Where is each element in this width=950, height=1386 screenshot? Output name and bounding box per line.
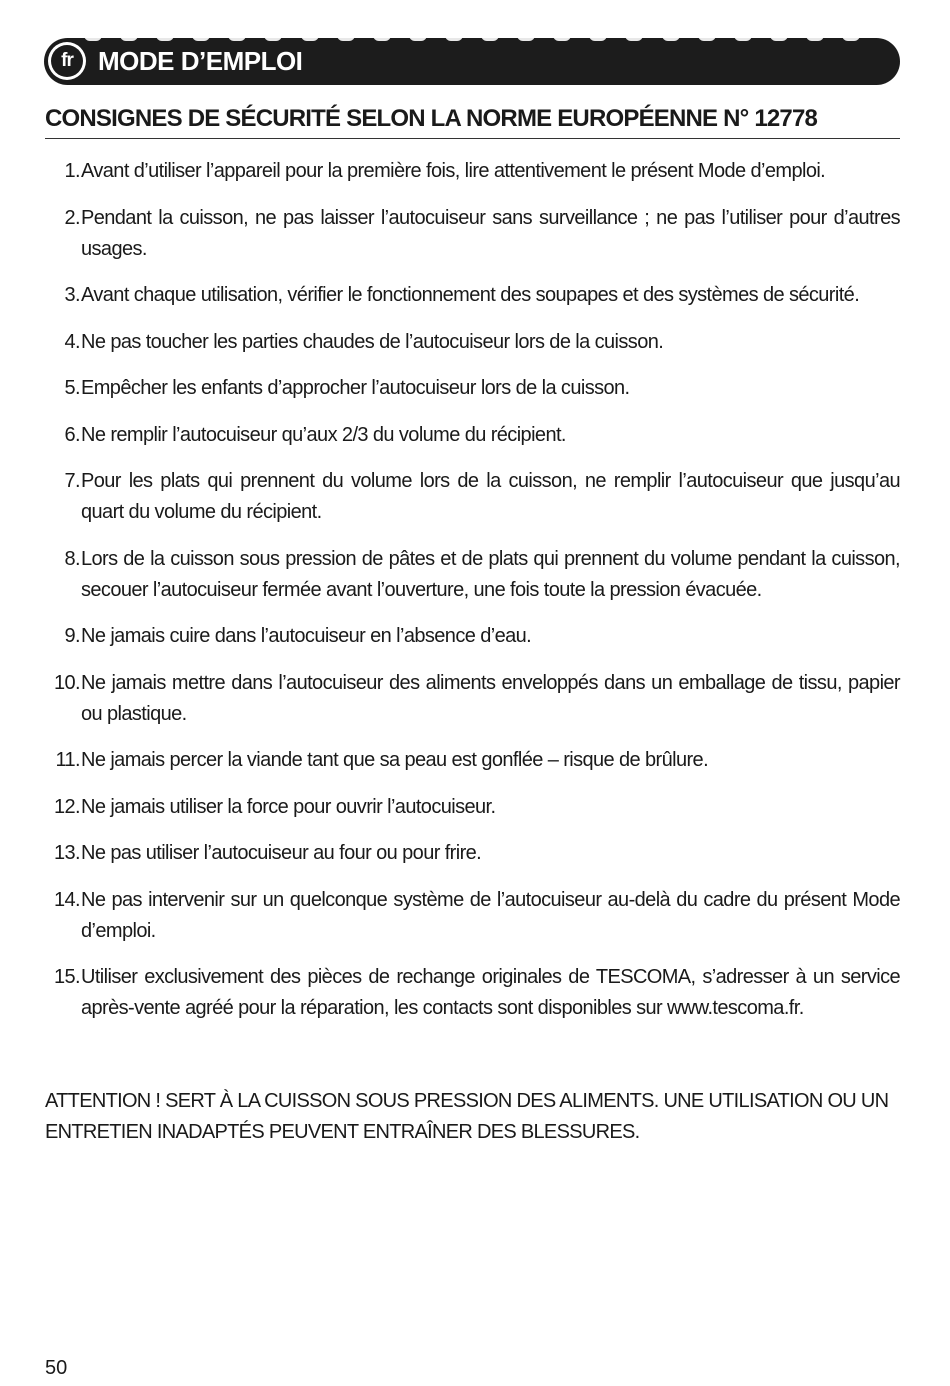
list-item-number: 12. — [53, 795, 80, 818]
list-item-text: Ne jamais cuire dans l’autocuiseur en l’absence d’eau. — [81, 625, 532, 647]
list-item-text: Ne jamais mettre dans l’autocuiseur des aliments enveloppés dans un emballage de tissu, papier ou plastique. — [81, 671, 900, 725]
page-title: MODE D’EMPLOI — [98, 46, 303, 76]
list-item — [45, 745, 900, 776]
list-item-text: Avant chaque utilisation, vérifier le fonctionnement des soupapes et des systèmes de sécurité. — [81, 284, 860, 306]
list-item-number: 4. — [64, 330, 80, 353]
safety-rules-list — [45, 156, 900, 1040]
list-item-number: 15. — [53, 966, 80, 988]
list-item-number: 6. — [64, 423, 80, 446]
list-item — [45, 668, 900, 730]
list-item-number: 1. — [64, 160, 80, 182]
list-item — [45, 156, 900, 187]
list-item-number: 9. — [64, 625, 80, 647]
list-item-number: 3. — [64, 284, 80, 306]
list-item — [45, 420, 900, 451]
list-item-number: 5. — [64, 377, 80, 399]
list-item — [45, 203, 900, 265]
list-item — [45, 962, 900, 1024]
warning-text: ATTENTION ! SERT À LA CUISSON SOUS PRESSION DES ALIMENTS. UNE UTILISATION OU UN ENTRETIEN INADAPTÉS PEUVENT ENTRAÎNER DES BLESSURES. — [45, 1090, 889, 1143]
list-item-text: Lors de la cuisson sous pression de pâtes et de plats qui prennent du volume pendant la cuisson, secouer l’autocuiseur fermée avant l’ouverture, une fois toute la pression évacuée. — [81, 547, 900, 601]
list-item-text: Avant d’utiliser l’appareil pour la première fois, lire attentivement le présent Mode d’emploi. — [81, 160, 826, 182]
list-item — [45, 544, 900, 606]
list-item-text: Ne pas intervenir sur un quelconque système de l’autocuiseur au-delà du cadre du présent Mode d’emploi. — [81, 888, 900, 942]
page-number: 50 — [45, 1357, 68, 1379]
list-item-number: 13. — [53, 842, 80, 864]
list-item — [45, 792, 900, 823]
list-item-text: Empêcher les enfants d’approcher l’autocuiseur lors de la cuisson. — [81, 377, 630, 399]
list-item-number: 7. — [64, 470, 80, 492]
list-item-text: Utiliser exclusivement des pièces de rechange originales de TESCOMA, s’adresser à un service après-vente agréé pour la réparation, les contacts sont disponibles sur www.tescoma.fr. — [81, 966, 900, 1019]
list-item — [45, 327, 900, 358]
list-item-text: Ne remplir l’autocuiseur qu’aux 2/3 du volume du récipient. — [81, 423, 566, 446]
list-item-text: Ne jamais utiliser la force pour ouvrir l’autocuiseur. — [81, 795, 496, 818]
list-item — [45, 621, 900, 652]
list-item — [45, 280, 900, 311]
list-item — [45, 838, 900, 869]
language-badge-icon — [48, 42, 86, 80]
list-item-text: Pendant la cuisson, ne pas laisser l’autocuiseur sans surveillance ; ne pas l’utiliser pour d’autres usages. — [81, 206, 900, 260]
list-item-number: 8. — [64, 547, 80, 570]
section-heading: CONSIGNES DE SÉCURITÉ SELON LA NORME EUROPÉENNE N° 12778 — [45, 104, 900, 139]
language-code: fr — [51, 45, 83, 77]
list-item-text: Ne pas utiliser l’autocuiseur au four ou pour frire. — [81, 842, 482, 864]
list-item — [45, 885, 900, 947]
list-item-text: Ne pas toucher les parties chaudes de l’autocuiseur lors de la cuisson. — [81, 330, 664, 353]
list-item-text: Pour les plats qui prennent du volume lors de la cuisson, ne remplir l’autocuiseur que jusqu’au quart du volume du récipient. — [81, 470, 900, 523]
list-item-number: 11. — [55, 749, 80, 771]
list-item-text: Ne jamais percer la viande tant que sa peau est gonflée – risque de brûlure. — [81, 749, 709, 771]
list-item — [45, 373, 900, 404]
list-item-number: 10. — [53, 671, 80, 694]
list-item-number: 14. — [53, 888, 80, 911]
list-item-number: 2. — [64, 206, 80, 229]
header-bar — [44, 38, 900, 85]
list-item — [45, 466, 900, 528]
